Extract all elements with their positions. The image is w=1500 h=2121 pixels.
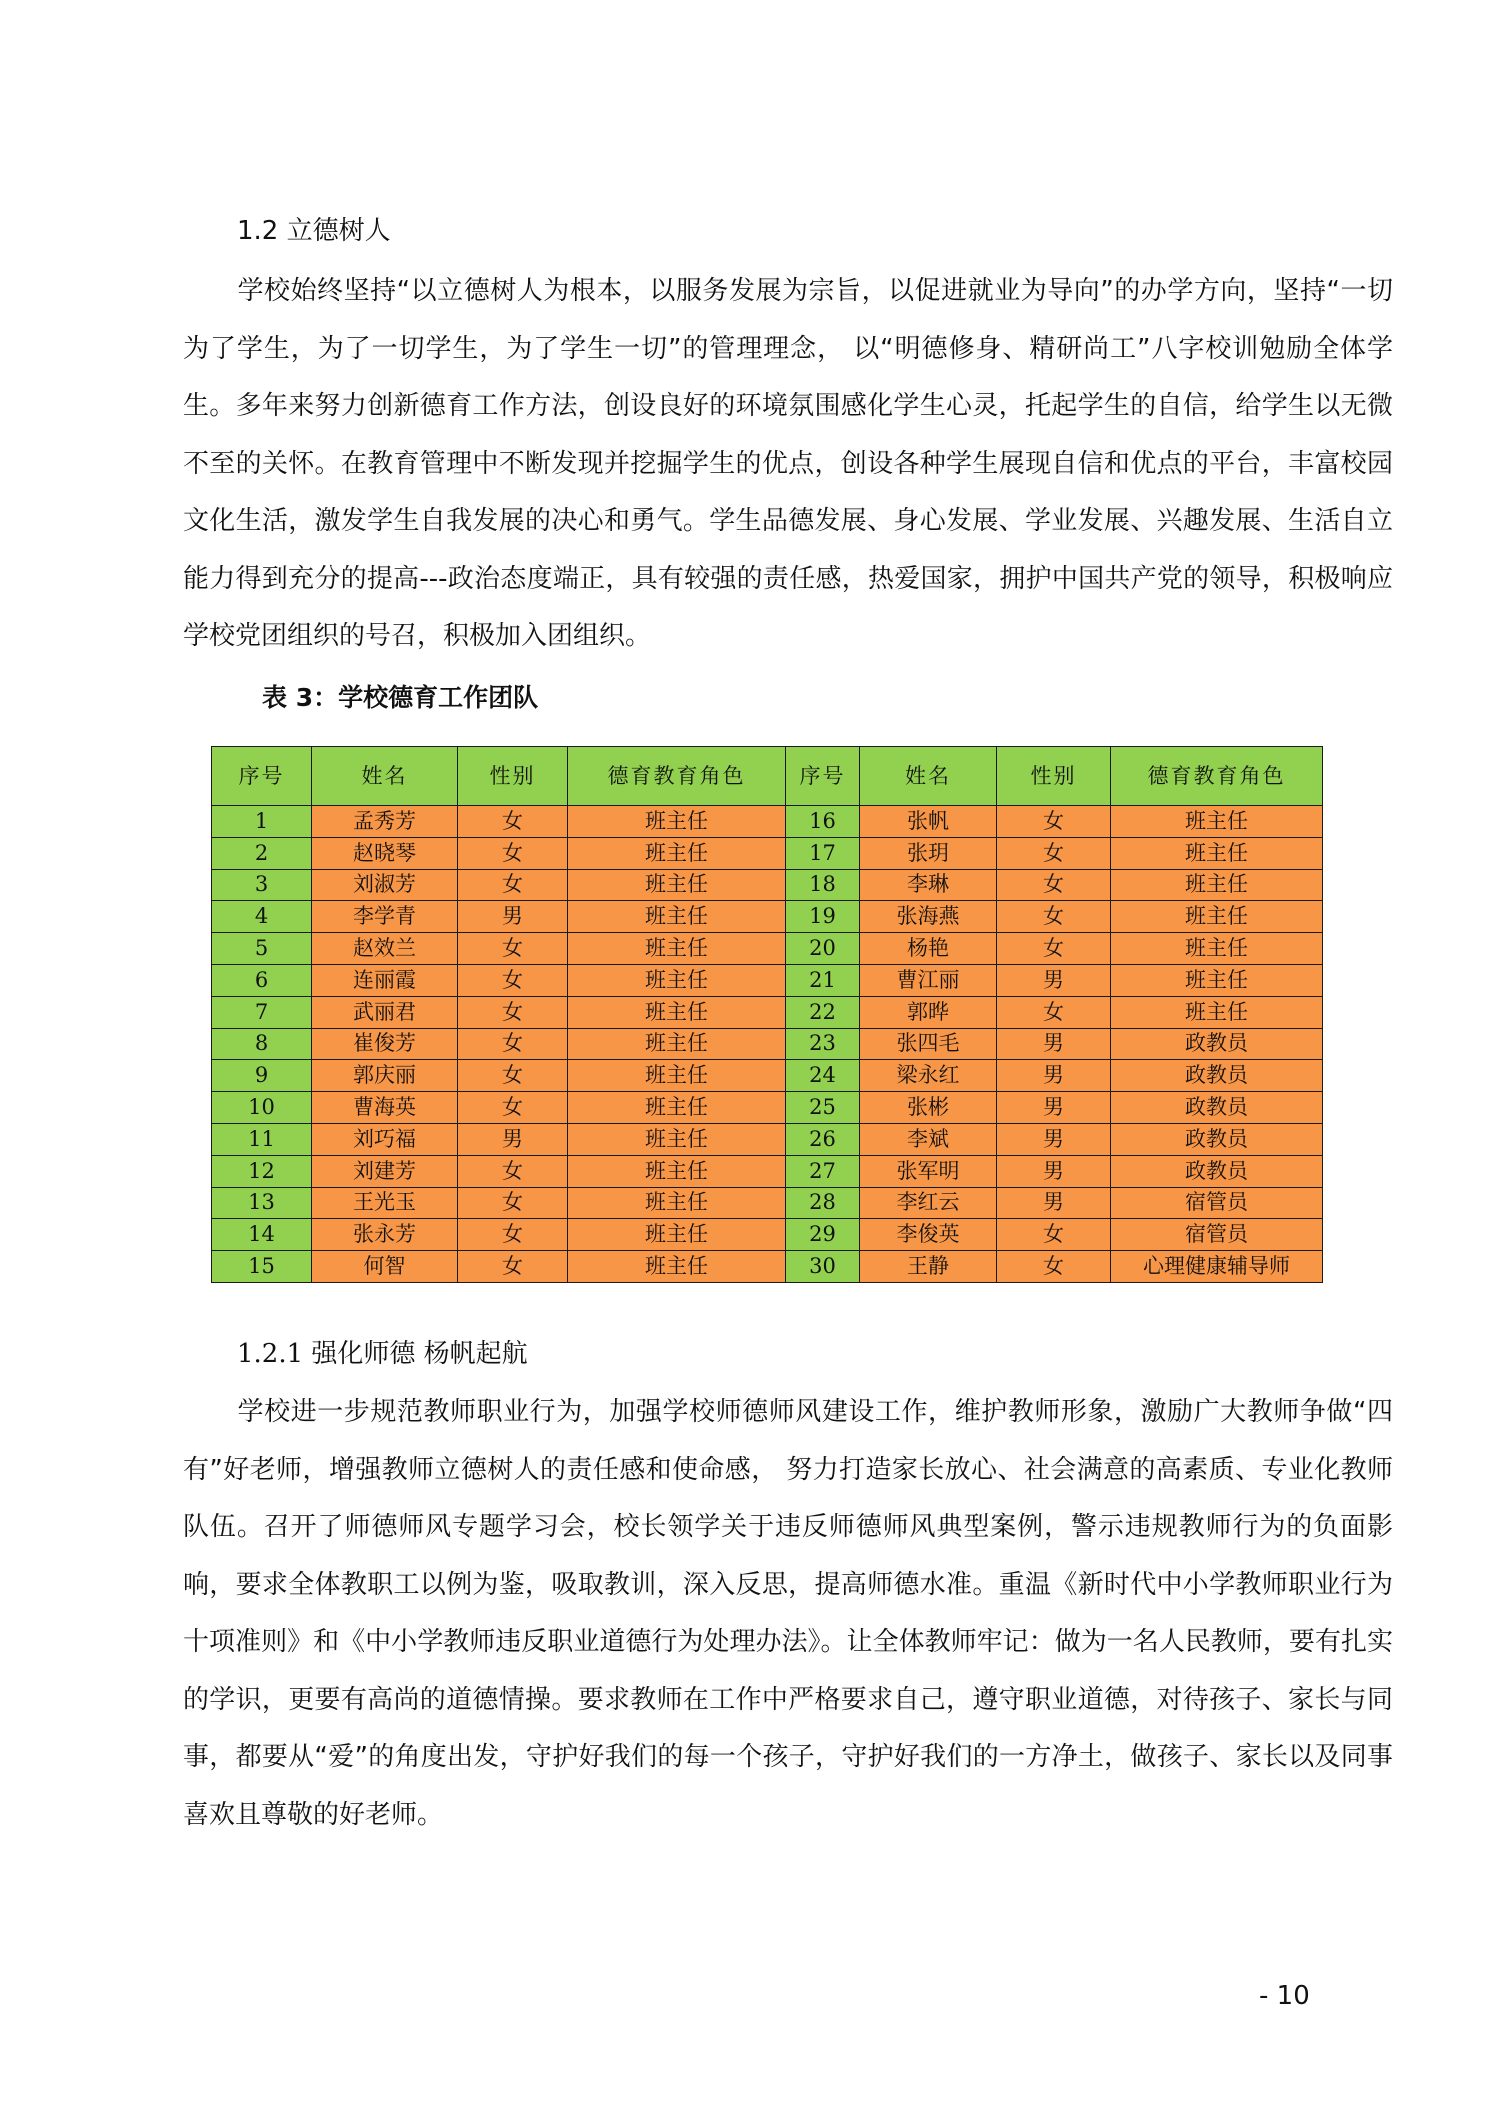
cell-seq-2: 28	[786, 1187, 860, 1219]
cell-role-2: 班主任	[1111, 933, 1323, 965]
cell-name: 崔俊芳	[312, 1028, 458, 1060]
cell-role: 班主任	[568, 964, 786, 996]
cell-gender-2: 女	[997, 933, 1111, 965]
table-row	[212, 1155, 1323, 1187]
cell-seq: 11	[212, 1123, 312, 1155]
header-name: 姓名	[312, 747, 458, 806]
header-gender-2: 性别	[997, 747, 1111, 806]
cell-seq-2: 21	[786, 964, 860, 996]
cell-gender-2: 男	[997, 1028, 1111, 1060]
cell-name: 刘淑芳	[312, 869, 458, 901]
cell-role: 班主任	[568, 1123, 786, 1155]
cell-name: 王光玉	[312, 1187, 458, 1219]
section-1-2-1-paragraph	[183, 1384, 1393, 1844]
table-caption-title: ：学校德育工作团队	[313, 683, 539, 712]
cell-seq: 8	[212, 1028, 312, 1060]
cell-seq: 15	[212, 1251, 312, 1283]
cell-gender-2: 女	[997, 1219, 1111, 1251]
header-name-2: 姓名	[860, 747, 997, 806]
cell-gender: 女	[458, 1251, 568, 1283]
cell-name-2: 张玥	[860, 837, 997, 869]
table-header-row	[212, 747, 1323, 806]
cell-role-2: 政教员	[1111, 1092, 1323, 1124]
cell-seq-2: 25	[786, 1092, 860, 1124]
header-role-2: 德育教育角色	[1111, 747, 1323, 806]
cell-seq-2: 27	[786, 1155, 860, 1187]
cell-seq: 3	[212, 869, 312, 901]
page-number: - 10	[1259, 1981, 1310, 2011]
cell-role: 班主任	[568, 1155, 786, 1187]
cell-role-2: 宿管员	[1111, 1219, 1323, 1251]
cell-role-2: 心理健康辅导师	[1111, 1251, 1323, 1283]
cell-name-2: 王静	[860, 1251, 997, 1283]
cell-seq: 6	[212, 964, 312, 996]
cell-seq-2: 24	[786, 1060, 860, 1092]
cell-name-2: 张军明	[860, 1155, 997, 1187]
cell-seq: 13	[212, 1187, 312, 1219]
cell-name-2: 杨艳	[860, 933, 997, 965]
cell-gender: 女	[458, 1028, 568, 1060]
cell-gender-2: 女	[997, 901, 1111, 933]
table-row	[212, 1028, 1323, 1060]
cell-role: 班主任	[568, 1028, 786, 1060]
cell-seq-2: 18	[786, 869, 860, 901]
cell-name-2: 曹江丽	[860, 964, 997, 996]
cell-name: 曹海英	[312, 1092, 458, 1124]
cell-role: 班主任	[568, 933, 786, 965]
cell-name: 刘建芳	[312, 1155, 458, 1187]
table-caption-prefix: 表 3	[262, 683, 314, 712]
cell-role: 班主任	[568, 837, 786, 869]
cell-role: 班主任	[568, 1092, 786, 1124]
cell-name: 连丽霞	[312, 964, 458, 996]
table-row	[212, 1060, 1323, 1092]
cell-name-2: 李俊英	[860, 1219, 997, 1251]
cell-name-2: 郭晔	[860, 996, 997, 1028]
section-1-2-1-paragraph-text: 学校进一步规范教师职业行为，加强学校师德师风建设工作，维护教师形象，激励广大教师争做“四有”好老师，增强教师立德树人的责任感和使命感， 努力打造家长放心、社会满意的高素质、专业化教师队伍。召开了师德师风专题学习会，校长领学关于违反师德师风典型案例，警示违规教师行为的负面影响，要求全体教职工以例为鉴，吸取教训，深入反思，提高师德水准。重温《新时代中小学教师职业行为十项准则》和《中小学教师违反职业道德行为处理办法》。让全体教师牢记：做为一名人民教师，要有扎实的学识，更要有高尚的道德情操。要求教师在工作中严格要求自己，遵守职业道德，对待孩子、家长与同事，都要从“爱”的角度出发，守护好我们的每一个孩子，守护好我们的一方净土，做孩子、家长以及同事喜欢且尊敬的好老师。	[183, 1397, 1393, 1830]
header-gender: 性别	[458, 747, 568, 806]
table-row	[212, 933, 1323, 965]
cell-seq: 12	[212, 1155, 312, 1187]
cell-seq: 4	[212, 901, 312, 933]
cell-gender: 女	[458, 837, 568, 869]
section-heading-text: 强化师德 杨帆起航	[311, 1339, 528, 1369]
cell-role-2: 班主任	[1111, 964, 1323, 996]
cell-gender: 男	[458, 1123, 568, 1155]
cell-role: 班主任	[568, 1251, 786, 1283]
table-row	[212, 837, 1323, 869]
section-1-2-paragraph	[183, 263, 1393, 666]
cell-role-2: 政教员	[1111, 1155, 1323, 1187]
cell-seq-2: 19	[786, 901, 860, 933]
cell-role: 班主任	[568, 901, 786, 933]
cell-name: 张永芳	[312, 1219, 458, 1251]
cell-role: 班主任	[568, 1219, 786, 1251]
cell-gender: 女	[458, 869, 568, 901]
table-row	[212, 869, 1323, 901]
cell-gender: 男	[458, 901, 568, 933]
cell-seq: 2	[212, 837, 312, 869]
cell-seq: 5	[212, 933, 312, 965]
cell-role: 班主任	[568, 1187, 786, 1219]
cell-gender: 女	[458, 1060, 568, 1092]
cell-name: 李学青	[312, 901, 458, 933]
cell-seq-2: 22	[786, 996, 860, 1028]
cell-name: 赵晓琴	[312, 837, 458, 869]
cell-name-2: 张四毛	[860, 1028, 997, 1060]
cell-gender-2: 男	[997, 1155, 1111, 1187]
cell-seq-2: 16	[786, 806, 860, 838]
cell-role: 班主任	[568, 1060, 786, 1092]
cell-gender-2: 女	[997, 869, 1111, 901]
cell-gender: 女	[458, 1155, 568, 1187]
cell-role: 班主任	[568, 806, 786, 838]
cell-gender-2: 女	[997, 1251, 1111, 1283]
cell-gender: 女	[458, 806, 568, 838]
cell-name: 刘巧福	[312, 1123, 458, 1155]
section-1-2-paragraph-text: 学校始终坚持“以立德树人为根本，以服务发展为宗旨，以促进就业为导向”的办学方向，坚持“一切为了学生，为了一切学生，为了学生一切”的管理理念， 以“明德修身、精研尚工”八字校训勉励全体学生。多年来努力创新德育工作方法，创设良好的环境氛围感化学生心灵，托起学生的自信，给学生以无微不至的关怀。在教育管理中不断发现并挖掘学生的优点，创设各种学生展现自信和优点的平台，丰富校园文化生活，激发学生自我发展的决心和勇气。学生品德发展、身心发展、学业发展、兴趣发展、生活自立能力得到充分的提高---政治态度端正，具有较强的责任感，热爱国家，拥护中国共产党的领导，积极响应学校党团组织的号召，积极加入团组织。	[183, 276, 1393, 651]
cell-gender-2: 男	[997, 1123, 1111, 1155]
cell-role-2: 班主任	[1111, 837, 1323, 869]
cell-seq: 7	[212, 996, 312, 1028]
cell-role: 班主任	[568, 996, 786, 1028]
table-row	[212, 1092, 1323, 1124]
header-seq: 序号	[212, 747, 312, 806]
cell-role-2: 班主任	[1111, 996, 1323, 1028]
cell-seq: 9	[212, 1060, 312, 1092]
cell-role: 班主任	[568, 869, 786, 901]
cell-gender-2: 男	[997, 1092, 1111, 1124]
cell-role-2: 政教员	[1111, 1060, 1323, 1092]
cell-role-2: 宿管员	[1111, 1187, 1323, 1219]
cell-gender: 女	[458, 1219, 568, 1251]
cell-name-2: 李琳	[860, 869, 997, 901]
cell-gender: 女	[458, 996, 568, 1028]
cell-seq-2: 26	[786, 1123, 860, 1155]
table-row	[212, 1187, 1323, 1219]
cell-seq-2: 17	[786, 837, 860, 869]
cell-gender: 女	[458, 964, 568, 996]
moral-education-team-table	[211, 746, 1323, 1283]
cell-name: 何智	[312, 1251, 458, 1283]
cell-seq-2: 20	[786, 933, 860, 965]
cell-name-2: 张帆	[860, 806, 997, 838]
cell-role-2: 班主任	[1111, 806, 1323, 838]
section-heading-1-2: 1.2 立德树人	[237, 216, 391, 246]
cell-seq-2: 29	[786, 1219, 860, 1251]
cell-gender: 女	[458, 1092, 568, 1124]
cell-name: 武丽君	[312, 996, 458, 1028]
table-row	[212, 1123, 1323, 1155]
cell-name-2: 张海燕	[860, 901, 997, 933]
table-row	[212, 1251, 1323, 1283]
table-caption	[262, 680, 538, 716]
cell-gender-2: 男	[997, 1187, 1111, 1219]
cell-name: 赵效兰	[312, 933, 458, 965]
table-row	[212, 1219, 1323, 1251]
cell-name: 郭庆丽	[312, 1060, 458, 1092]
cell-role-2: 班主任	[1111, 869, 1323, 901]
cell-name-2: 张彬	[860, 1092, 997, 1124]
table-row	[212, 996, 1323, 1028]
cell-role-2: 政教员	[1111, 1123, 1323, 1155]
cell-name-2: 梁永红	[860, 1060, 997, 1092]
cell-seq: 1	[212, 806, 312, 838]
table-row	[212, 806, 1323, 838]
cell-name: 孟秀芳	[312, 806, 458, 838]
table-row	[212, 901, 1323, 933]
cell-seq-2: 30	[786, 1251, 860, 1283]
header-role: 德育教育角色	[568, 747, 786, 806]
section-heading-1-2-1	[237, 1336, 528, 1372]
cell-role-2: 政教员	[1111, 1028, 1323, 1060]
cell-name-2: 李斌	[860, 1123, 997, 1155]
cell-gender: 女	[458, 933, 568, 965]
cell-seq-2: 23	[786, 1028, 860, 1060]
table-row	[212, 964, 1323, 996]
cell-gender-2: 女	[997, 837, 1111, 869]
cell-name-2: 李红云	[860, 1187, 997, 1219]
cell-gender-2: 女	[997, 806, 1111, 838]
cell-seq: 10	[212, 1092, 312, 1124]
cell-seq: 14	[212, 1219, 312, 1251]
header-seq-2: 序号	[786, 747, 860, 806]
cell-gender-2: 男	[997, 1060, 1111, 1092]
cell-gender: 女	[458, 1187, 568, 1219]
cell-gender-2: 女	[997, 996, 1111, 1028]
section-heading-number: 1.2.1	[237, 1339, 304, 1369]
cell-role-2: 班主任	[1111, 901, 1323, 933]
cell-gender-2: 男	[997, 964, 1111, 996]
